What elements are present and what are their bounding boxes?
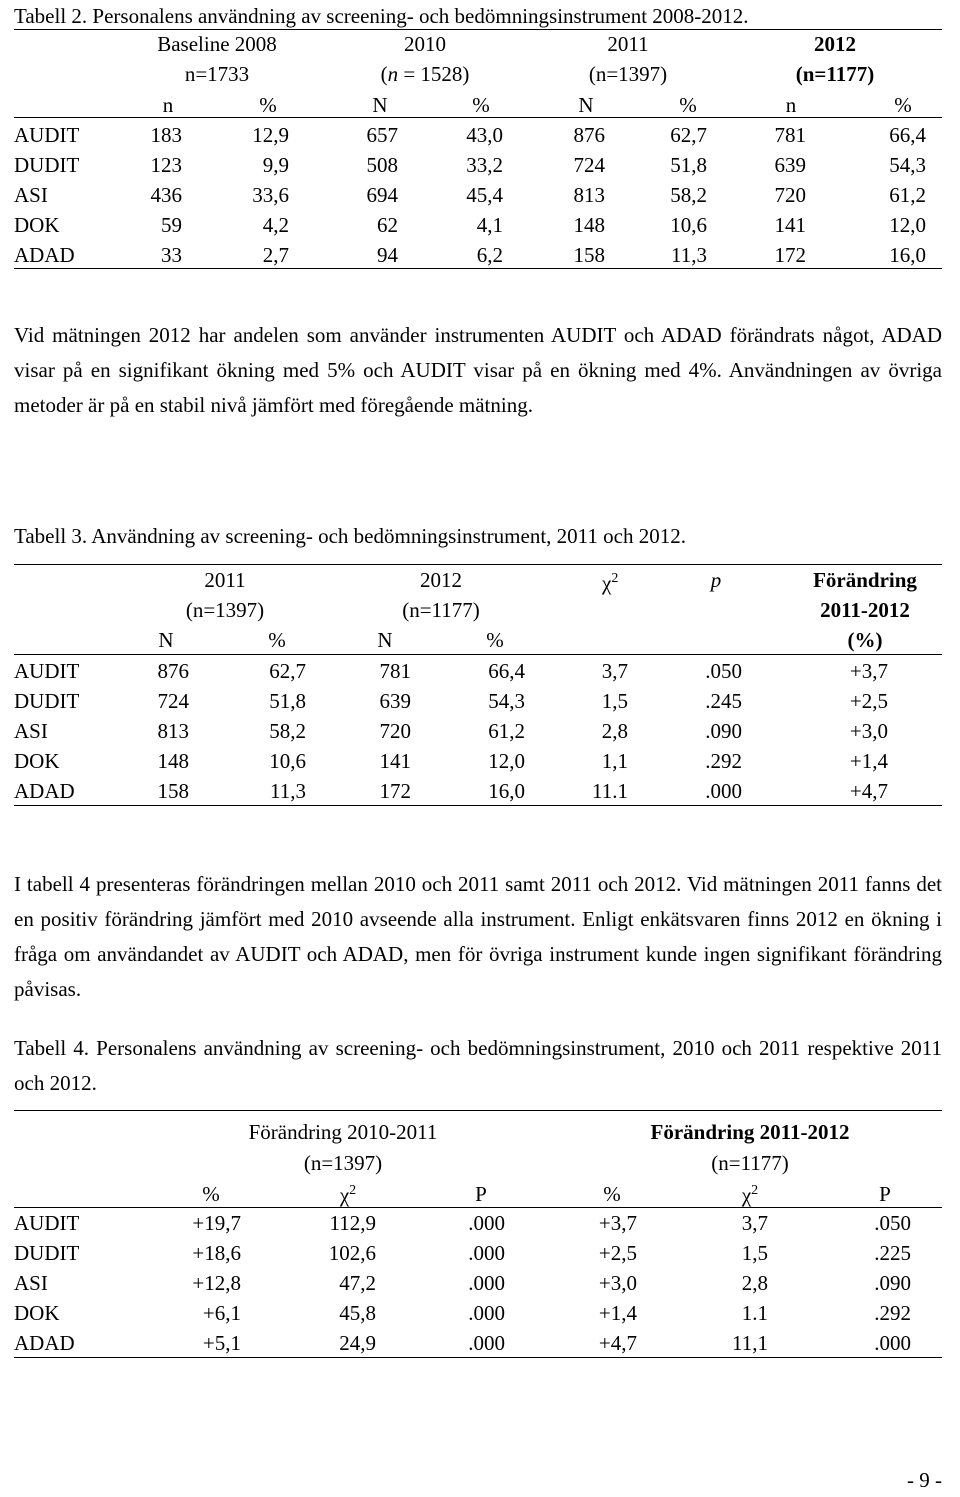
table2-group-year: 2012 [814,32,856,56]
table2-cell: 11,3 [671,243,707,267]
table2-cell: 172 [774,243,806,267]
table3-subheader: N [377,628,393,652]
table3-cell: 10,6 [269,749,306,773]
table2-cell: 62,7 [670,123,707,147]
table3-cell: 2,8 [601,719,628,743]
n-rest: (n=1397) [588,62,668,86]
table3-cell: 724 [157,689,189,713]
table3-header-p: p [710,568,722,592]
table4-cell: +2,5 [598,1241,637,1265]
table3-cell: 813 [157,719,189,743]
table4-cell: +5,1 [202,1331,241,1355]
table2-subheader: n [162,93,174,117]
table4-cell: .292 [874,1301,911,1325]
table2-group-year: Baseline 2008 [157,32,277,56]
table4-cell: +3,7 [598,1211,637,1235]
table3-row-label: ADAD [14,779,75,803]
table2-cell: 10,6 [670,213,707,237]
table4-row-label: AUDIT [14,1211,80,1235]
table2-cell: 183 [150,123,182,147]
table2-cell: 58,2 [670,183,707,207]
table3-cell: +4,7 [849,779,888,803]
table2-cell: 43,0 [466,123,503,147]
table4-bottom-rule [14,1357,942,1358]
table2-group-n [735,64,935,85]
table2-subheader: % [894,93,912,117]
table4-cell: 11,1 [732,1331,768,1355]
table2-cell: 876 [573,123,605,147]
table2-cell: 16,0 [889,243,926,267]
table3-cell: 1,5 [601,689,628,713]
table2-cell: 62 [377,213,398,237]
table4-row-label: DOK [14,1301,60,1325]
table2-cell: 148 [573,213,605,237]
table2-cell: 66,4 [889,123,926,147]
table3-row-label: DOK [14,749,60,773]
table3-cell: 62,7 [269,659,306,683]
n-rest: n=1733 [184,62,250,86]
chi-symbol: χ [741,1183,752,1207]
table2-cell: 123 [150,153,182,177]
chi-symbol: χ [602,571,612,595]
table3-cell: 3,7 [601,659,628,683]
chi-superscript: 2 [751,1183,759,1198]
table2-subheader: % [259,93,277,117]
table3-header-2012-n: (n=1177) [402,598,480,622]
table4-cell: 2,8 [741,1271,768,1295]
table2-cell: 657 [366,123,398,147]
table3-cell: 148 [157,749,189,773]
table2-row-label: DOK [14,213,60,237]
table2-cell: 2,7 [262,243,289,267]
table3-cell: .090 [705,719,742,743]
table2-cell: 33,6 [252,183,289,207]
table2-row-label: ASI [14,183,48,207]
table2-subheader: N [578,93,594,117]
table4-cell: 102,6 [328,1241,376,1265]
table3-cell: 61,2 [488,719,525,743]
table2-group-n [528,64,728,85]
table3-cell: 66,4 [488,659,525,683]
table2-cell: 54,3 [889,153,926,177]
table3-subheader: % [486,628,504,652]
table2-row-label: DUDIT [14,153,80,177]
table2-cell: 781 [774,123,806,147]
table4-caption: Tabell 4. Personalens användning av screening- och bedömningsinstrument, 2010 och 2011 respektive 2011 och 2012. [14,1036,942,1095]
table4-cell: 45,8 [339,1301,376,1325]
table3-cell: 639 [379,689,411,713]
table2-cell: 724 [573,153,605,177]
table4-cell: +19,7 [192,1211,241,1235]
table2-cell: 59 [161,213,182,237]
chi-superscript: 2 [349,1183,357,1198]
paragraph-2: I tabell 4 presenteras förändringen mellan 2010 och 2011 samt 2011 och 2012. Vid mätningen 2011 fanns det en positiv förändring jämfört med 2010 avseende alla instrument. Enligt enkätsvaren finns 2012 en ökning i fråga om användandet av AUDIT och ADAD, men för övriga instrument kunde ingen signifikant förändring påvisas. [14,872,942,1001]
table2-cell: 6,2 [476,243,503,267]
table2-cell: 33,2 [466,153,503,177]
table2-cell: 94 [377,243,398,267]
table3-cell: 12,0 [488,749,525,773]
table2-group-n [325,64,525,85]
chi-symbol: χ [339,1183,350,1207]
table3-cell: .000 [705,779,742,803]
table3-header-change-years: 2011-2012 [820,598,910,622]
table3-cell: +2,5 [849,689,888,713]
table4-header-rule [14,1207,942,1208]
chi-superscript: 2 [611,571,619,586]
table4-cell: +4,7 [598,1331,637,1355]
table4-group2-title: Förändring 2011-2012 [650,1120,850,1144]
table4-subheader: % [202,1182,220,1206]
table3-cell: 51,8 [269,689,306,713]
table3-cell: +3,0 [849,719,888,743]
table4-cell: +1,4 [598,1301,637,1325]
table4-cell: .050 [874,1211,911,1235]
table4-cell: .000 [874,1331,911,1355]
table2-cell: 45,4 [466,183,503,207]
table4-group2-n: (n=1177) [711,1151,789,1175]
table2-subheader: % [679,93,697,117]
table4-subheader: % [603,1182,621,1206]
table4-cell: +12,8 [192,1271,241,1295]
table2-subheader: % [472,93,490,117]
page-number: - 9 - [907,1468,942,1492]
table3-header-change-unit: (%) [847,628,883,652]
table3-cell: 876 [157,659,189,683]
table3-cell: 11,3 [270,779,306,803]
n-rest: = 1528) [398,62,470,86]
table3-cell: 54,3 [488,689,525,713]
table3-cell: .245 [705,689,742,713]
table3-subheader: % [268,628,286,652]
table4-cell: 24,9 [339,1331,376,1355]
table3-header-change: Förändring [813,568,917,592]
table3-cell: 16,0 [488,779,525,803]
table3-row-label: ASI [14,719,48,743]
table3-cell: 172 [379,779,411,803]
table2-cell: 813 [573,183,605,207]
table3-bottom-rule [14,805,942,806]
n-variable: n [387,62,399,86]
table4-group1-n: (n=1397) [303,1151,383,1175]
table3-header-2011: 2011 [204,568,246,592]
table2-row-label: ADAD [14,243,75,267]
table2-header-rule [14,117,942,118]
table3-row-label: DUDIT [14,689,80,713]
table3-cell: 141 [379,749,411,773]
table4-cell: .000 [468,1301,505,1325]
table2-cell: 508 [366,153,398,177]
table2-group-year: 2011 [607,32,649,56]
table2-row-label: AUDIT [14,123,80,147]
table2-cell: 158 [573,243,605,267]
table2-bottom-rule [14,268,942,269]
table2-cell: 436 [150,183,182,207]
table2-cell: 4,2 [262,213,289,237]
table4-subheader: P [475,1182,487,1206]
table3-cell: .292 [705,749,742,773]
table4-cell: 3,7 [741,1211,768,1235]
table2-top-rule [14,29,942,30]
table4-subheader: P [879,1182,891,1206]
table2-cell: 639 [774,153,806,177]
table4-group1-title: Förändring 2010-2011 [248,1120,438,1144]
table4-cell: .000 [468,1331,505,1355]
table4-row-label: ADAD [14,1331,75,1355]
table4-cell: 112,9 [329,1211,376,1235]
table4-cell: .090 [874,1271,911,1295]
table4-cell: 47,2 [339,1271,376,1295]
table4-cell: +18,6 [192,1241,241,1265]
table2-subheader: N [372,93,388,117]
table3-cell: 720 [379,719,411,743]
table4-cell: 1,5 [741,1241,768,1265]
table3-cell: .050 [705,659,742,683]
table4-cell: 1.1 [741,1301,768,1325]
table4-row-label: DUDIT [14,1241,80,1265]
table3-top-rule [14,564,942,565]
table4-cell: +3,0 [598,1271,637,1295]
table3-cell: 781 [379,659,411,683]
table2-caption: Tabell 2. Personalens användning av screening- och bedömningsinstrument 2008-2012. [14,4,749,28]
table4-cell: +6,1 [202,1301,241,1325]
table2-cell: 12,0 [889,213,926,237]
n-prefix: ( [380,62,388,86]
table3-cell: 58,2 [269,719,306,743]
table2-group-n [117,64,317,85]
table2-group-year: 2010 [404,32,446,56]
table4-cell: .225 [874,1241,911,1265]
table2-cell: 51,8 [670,153,707,177]
table3-cell: +3,7 [849,659,888,683]
table2-cell: 33 [161,243,182,267]
table3-row-label: AUDIT [14,659,80,683]
table2-cell: 141 [774,213,806,237]
table3-cell: 1,1 [601,749,628,773]
paragraph-1: Vid mätningen 2012 har andelen som använder instrumenten AUDIT och ADAD förändrats något, ADAD visar på en signifikant ökning med 5% och AUDIT visar på en ökning med 4%. Användningen av övriga metoder är på en stabil nivå jämfört med föregående mätning. [14,323,942,417]
table2-cell: 720 [774,183,806,207]
table3-cell: 158 [157,779,189,803]
table3-header-rule [14,654,942,655]
table4-cell: .000 [468,1211,505,1235]
table3-header-2012: 2012 [420,568,462,592]
table3-cell: +1,4 [849,749,888,773]
table4-cell: .000 [468,1271,505,1295]
n-rest: (n=1177) [795,62,875,86]
table4-cell: .000 [468,1241,505,1265]
table4-row-label: ASI [14,1271,48,1295]
table3-cell: 11.1 [592,779,628,803]
table2-cell: 12,9 [252,123,289,147]
table3-header-2011-n: (n=1397) [185,598,265,622]
table4-top-rule [14,1110,942,1111]
table2-cell: 4,1 [476,213,503,237]
table3-subheader: N [158,628,174,652]
table2-cell: 694 [366,183,398,207]
table2-cell: 9,9 [262,153,289,177]
table2-subheader: n [785,93,797,117]
table2-cell: 61,2 [889,183,926,207]
table3-caption: Tabell 3. Användning av screening- och bedömningsinstrument, 2011 och 2012. [14,524,686,548]
